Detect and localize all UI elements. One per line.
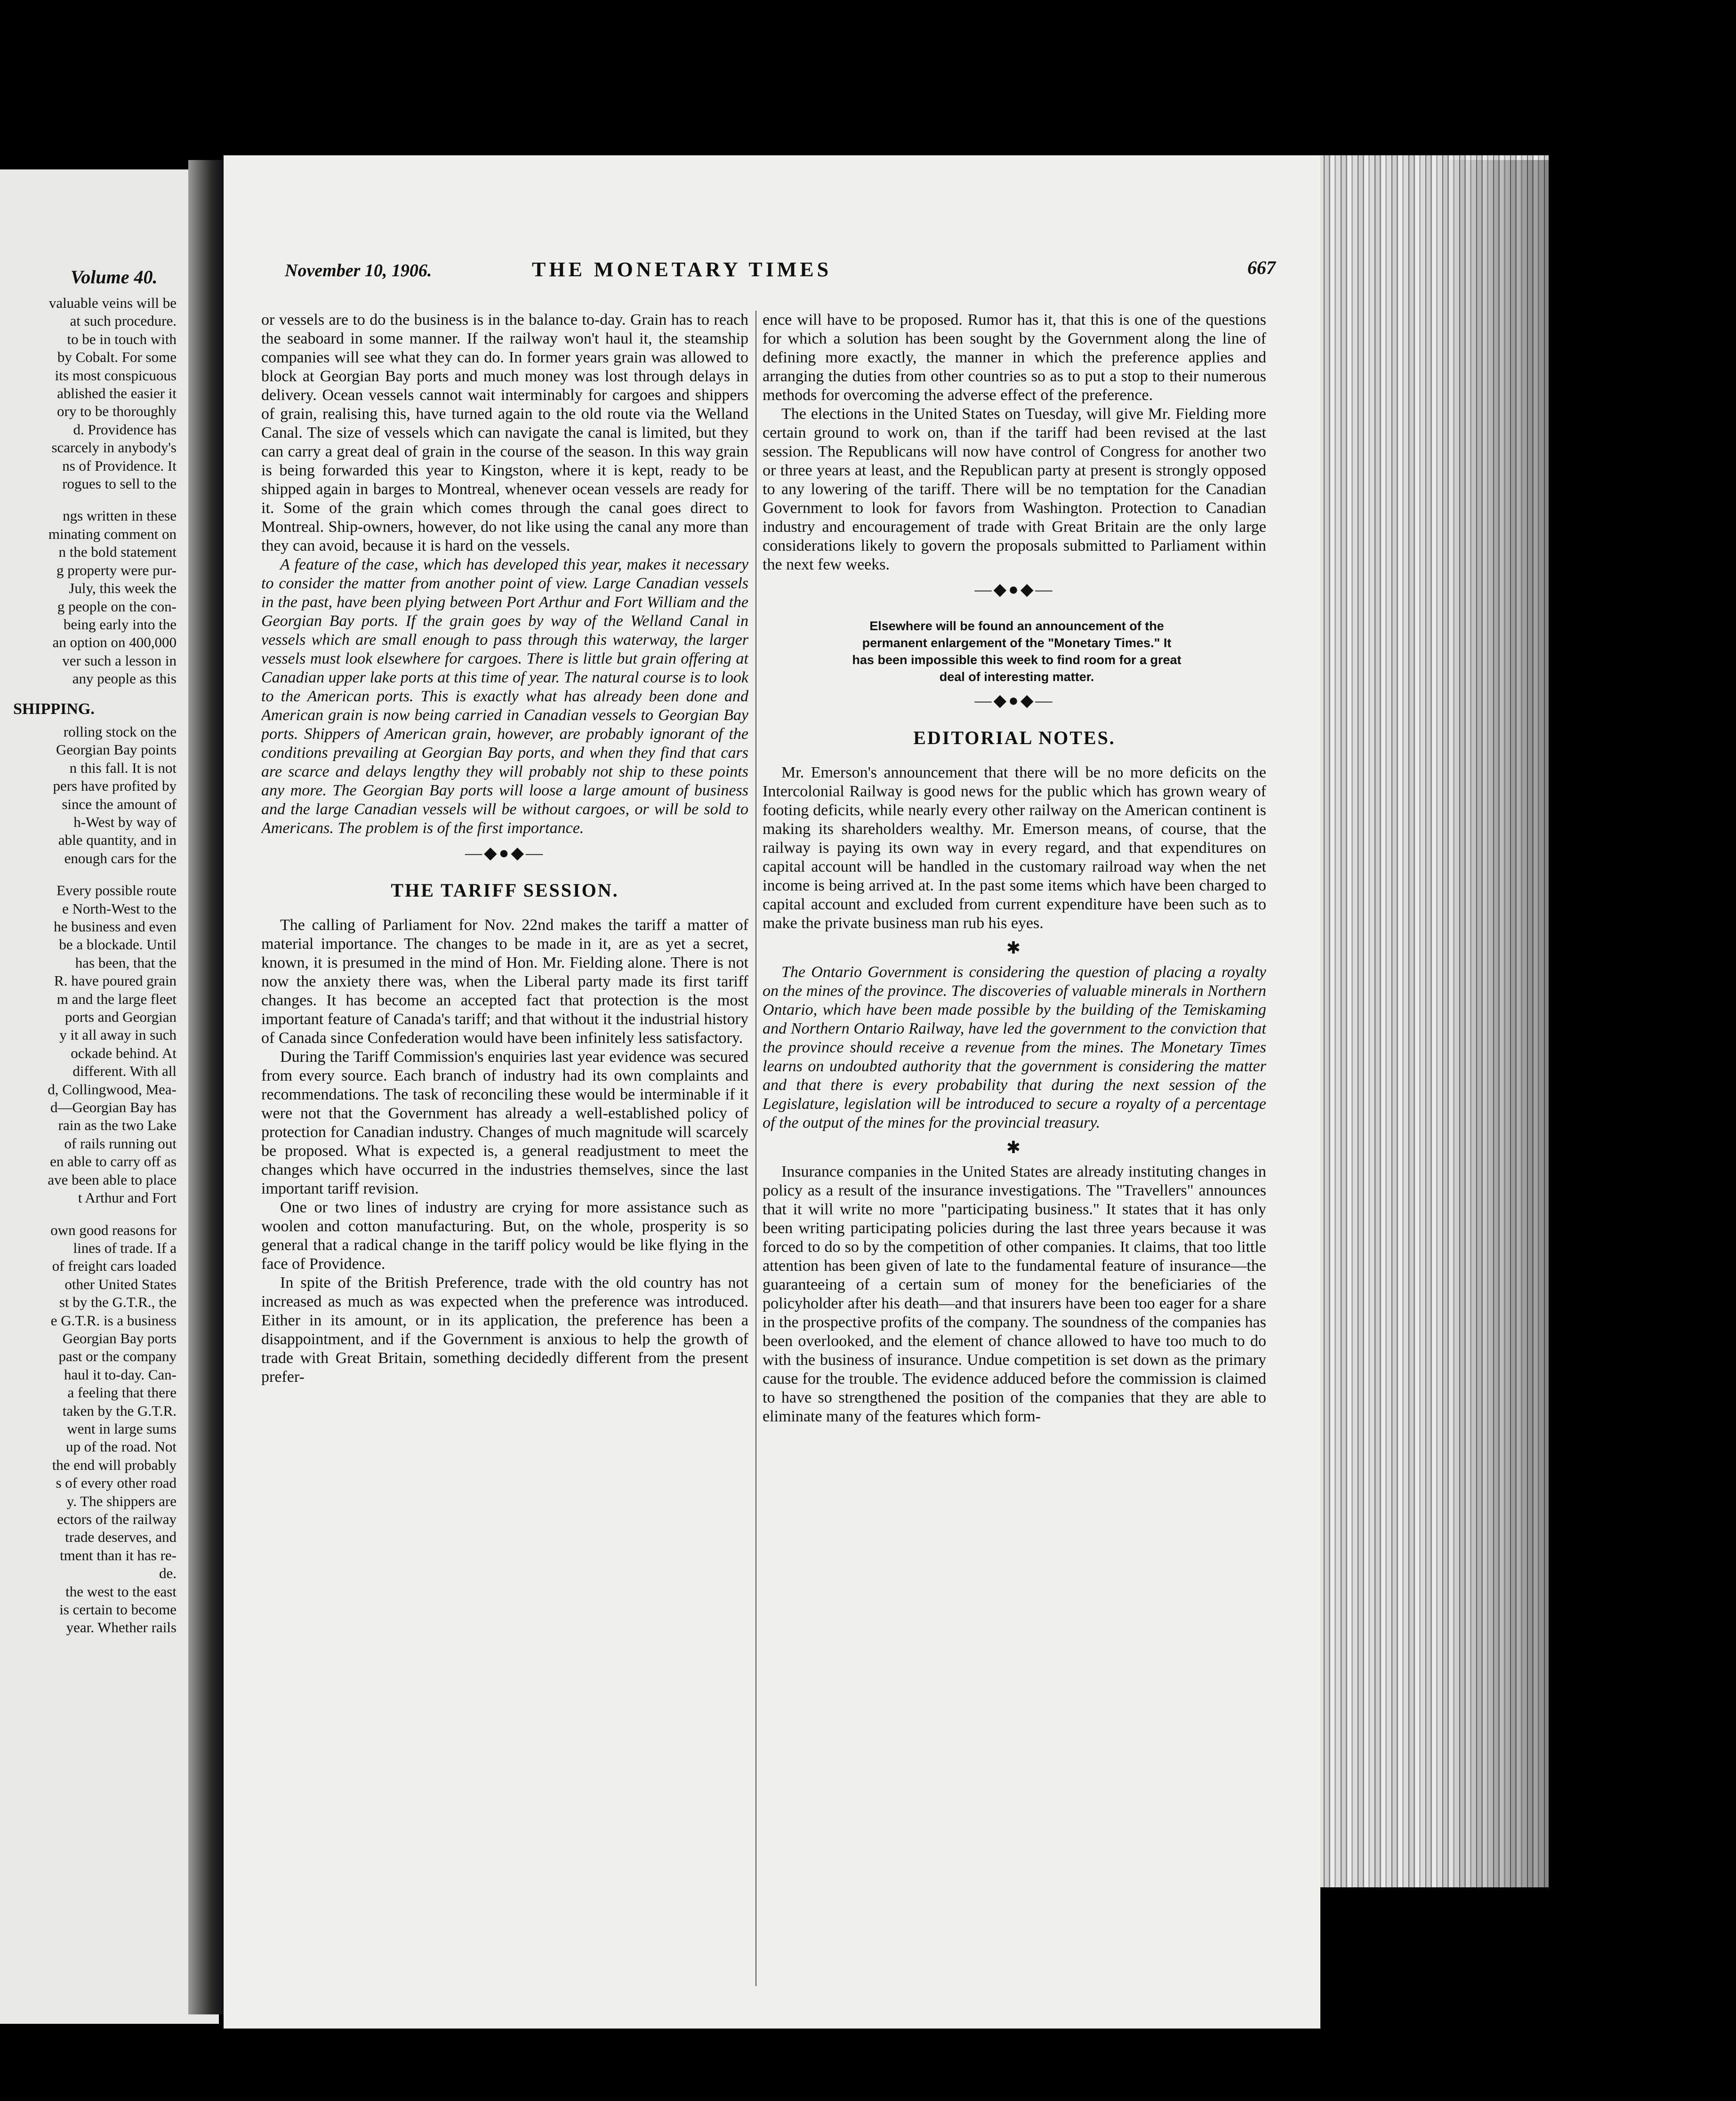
left-page-line: rogues to sell to the <box>62 475 177 492</box>
newspaper-page <box>224 155 1320 2029</box>
left-page-line: n the bold statement <box>58 544 177 561</box>
left-page-line: ory to be thoroughly <box>57 403 177 420</box>
notice-line: permanent enlargement of the "Monetary Times." It <box>862 636 1172 650</box>
paragraph-grain-shipping: or vessels are to do the business is in the balance to-day. Grain has to reach the seaboard in some manner. If the railway won't haul it, the steamship companies will see what they can do. In former years grain was allowed to block at Georgian Bay ports and much money was lost through delays in delivery. Ocean vessels cannot wait interminably for cargoes and shippers of grain, realising this, have turned again to the old route via the Welland Canal. The size of vessels which can navigate the canal is limited, but they can carry a great deal of grain in the course of the season. In this way grain is being forwarded this year to Kingston, where it is kept, ready to be shipped again in barges to Montreal, whenever ocean vessels are ready for it. Some of the grain which comes through the canal goes direct to Montreal. Ship-owners, however, do not like using the canal any more than they can avoid, because it is hard on the vessels. <box>261 311 748 554</box>
left-page-line: by Cobalt. For some <box>57 349 177 366</box>
left-page-line: to be in touch with <box>67 330 177 347</box>
column-left <box>261 311 748 1986</box>
left-page-line: any people as this <box>72 670 177 687</box>
left-page-line: h-West by way of <box>73 813 177 830</box>
left-page-line: tment than it has re- <box>60 1547 177 1564</box>
left-page-line: past or the company <box>58 1348 177 1365</box>
left-page-line: its most conspicuous <box>55 367 177 384</box>
page-header <box>285 257 1297 285</box>
enlargement-notice <box>777 617 1257 685</box>
paragraph-elections: The elections in the United States on Tuesday, will give Mr. Fielding more certain ground to work on, than if the tariff had been revised at the last session. The Republicans will now have control of Congress for another two or three years at least, and the Republican party at present is strongly opposed to any lowering of the tariff. There will be no temptation for the Canadian Government to look for favors from Washington. Protection to Canadian industry and encouragement of trade with Great Britain are the only large considerations likely to govern the proposals submitted to Parliament within the next few weeks. <box>763 405 1266 573</box>
paragraph-ontario-royalty: The Ontario Government is considering the question of placing a royalty on the mines of the province. The discoveries of valuable minerals in Northern Ontario, which have been made possible by the building of the Temiskaming and Northern Ontario Railway, have led the government to the conviction that the province should receive a revenue from the mines. The Monetary Times learns on undoubted authority that the government is considering the matter and that there is every probability that during the next session of the Legislature, legislation will be introduced to secure a royalty of a percentage of the output of the mines for the provincial treasury. <box>763 963 1266 1131</box>
left-page-line <box>0 867 177 882</box>
left-page-line: pers have profited by <box>53 778 177 794</box>
left-page-line: g people on the con- <box>57 598 177 615</box>
left-page-line: up of the road. Not <box>65 1438 177 1455</box>
section-ornament: —◆●◆— <box>974 691 1054 710</box>
left-page-line: ngs written in these <box>63 507 177 524</box>
left-page-line: s of every other road <box>56 1475 177 1492</box>
left-page <box>0 169 219 2024</box>
left-page-line: t Arthur and Fort <box>78 1189 177 1206</box>
left-page-line: rain as the two Lake <box>58 1117 177 1134</box>
section-ornament: —◆●◆— <box>465 843 545 862</box>
left-page-line: July, this week the <box>69 580 177 597</box>
left-page-line: the end will probably <box>52 1456 177 1473</box>
left-page-shipping-heading: SHIPPING. <box>13 700 95 718</box>
masthead-title: THE MONETARY TIMES <box>532 258 832 281</box>
left-page-line: different. With all <box>72 1063 177 1080</box>
left-page-line: able quantity, and in <box>58 832 177 849</box>
left-page-column <box>0 294 177 1989</box>
left-page-line: taken by the G.T.R. <box>62 1402 177 1419</box>
left-page-volume: Volume 40. <box>71 266 158 288</box>
left-page-line: e North-West to the <box>62 900 177 917</box>
paragraph-divider: ✱ <box>1006 1138 1023 1157</box>
left-page-line: ns of Providence. It <box>62 457 177 474</box>
paragraph-tariff-1: The calling of Parliament for Nov. 22nd makes the tariff a matter of material importance. The changes to be made in it, are as yet a secret, known, it is presumed in the mind of Hon. Mr. Fielding alone. There is not now the anxiety there was, when the Liberal party made its first tariff changes. It has become an accepted fact that protection is the most important feature of Canada's tariff; and that without it the industrial history of Canada since Confederation would have been infinitely less satisfactory. <box>261 916 748 1047</box>
left-page-line: en able to carry off as <box>50 1153 177 1170</box>
left-page-line: ectors of the railway <box>57 1511 177 1527</box>
paragraph-emerson: Mr. Emerson's announcement that there will be no more deficits on the Intercolonial Railway is good news for the public which has grown weary of footing deficits, while nearly every other railway on the American continent is making its shareholders wealthy. Mr. Emerson means, of course, that the railway is paying its own way in every regard, and that expenditures on capital account will be handled in the customary railroad way when the net income is being arrived at. In the past some items which have been charged to capital account and excluded from current expenditure have been such as to make the private business man rub his eyes. <box>763 764 1266 932</box>
heading-tariff-session: THE TARIFF SESSION. <box>391 880 619 901</box>
page-stack-shadow <box>1436 160 1549 1892</box>
left-page-line: scarcely in anybody's <box>51 439 177 456</box>
left-page-line: other United States <box>64 1275 177 1292</box>
left-page-line: R. have poured grain <box>54 972 177 989</box>
left-page-line: lines of trade. If a <box>73 1239 177 1256</box>
notice-line: Elsewhere will be found an announcement of the <box>869 619 1164 633</box>
left-page-line <box>0 493 177 507</box>
left-page-line: m and the large fleet <box>56 990 177 1007</box>
left-page-line <box>0 1207 177 1221</box>
left-page-line: de. <box>159 1565 177 1582</box>
page-number: 667 <box>1247 257 1276 278</box>
paragraph-tariff-4: In spite of the British Preference, trade with the old country has not increased as much as was expected when the preference was introduced. Either in its amount, or in its application, the preference has been a disappointment, and if the Government is anxious to help the growth of trade with Great Britain, something decidedly different from the present prefer- <box>261 1274 748 1386</box>
left-page-line: enough cars for the <box>64 850 177 866</box>
left-page-line: y it all away in such <box>59 1026 177 1043</box>
left-page-line: a feeling that there <box>67 1384 177 1401</box>
left-page-line: d—Georgian Bay has <box>50 1099 177 1116</box>
section-ornament: —◆●◆— <box>974 580 1054 599</box>
left-page-line: be a blockade. Until <box>59 936 177 953</box>
left-page-line: own good reasons for <box>50 1221 177 1238</box>
left-page-line: n this fall. It is not <box>69 759 177 776</box>
notice-line: deal of interesting matter. <box>939 670 1094 684</box>
left-page-line: of freight cars loaded <box>52 1258 177 1275</box>
left-page-line: being early into the <box>63 616 177 633</box>
column-rule <box>755 311 756 1986</box>
left-page-line: d. Providence has <box>73 421 177 438</box>
paragraph-tariff-2: During the Tariff Commission's enquiries last year evidence was secured from every source. Each branch of industry had its own complaints and recommendations. The task of reconciling these would be interminable if it were not that the Government has already a well-established policy of protection for Canadian industry. Changes of much magnitude will scarcely be proposed. What is expected is, a general readjustment to meet the changes which have occurred in the industries themselves, since the last important tariff revision. <box>261 1048 748 1197</box>
left-page-line: has been, that the <box>75 954 177 971</box>
left-page-line: ver such a lesson in <box>62 652 177 669</box>
left-page-line: at such procedure. <box>70 313 177 329</box>
left-page-line: of rails running out <box>64 1135 177 1152</box>
paragraph-divider: ✱ <box>1006 938 1023 957</box>
left-page-line: ockade behind. At <box>71 1044 177 1061</box>
left-page-line: Georgian Bay ports <box>62 1330 177 1347</box>
left-page-line: e G.T.R. is a business <box>50 1312 177 1329</box>
left-page-line: trade deserves, and <box>65 1529 177 1546</box>
notice-line: has been impossible this week to find room for a great <box>852 653 1181 667</box>
left-page-line: haul it to-day. Can- <box>64 1366 177 1383</box>
left-page-line: ablished the easier it <box>57 385 177 402</box>
heading-editorial-notes: EDITORIAL NOTES. <box>913 727 1116 748</box>
left-page-line: year. Whether rails <box>66 1619 177 1636</box>
left-page-line: Georgian Bay points <box>56 741 177 758</box>
left-page-line: is certain to become <box>59 1601 177 1618</box>
paragraph-vessels-feature: A feature of the case, which has developed this year, makes it necessary to consider the matter from another point of view. Large Canadian vessels in the past, have been plying between Port Arthur and Fort William and the Georgian Bay ports. If the grain goes by way of the Welland Canal in vessels which are small enough to pass through this waterway, the larger vessels must look elsewhere for cargoes. There is little but grain offering at Canadian upper lake ports at this time of year. The natural course is to look to the American ports. This is exactly what has already been done and American grain is now being carried in Canadian vessels to Georgian Bay ports. Shippers of American grain, however, are probably ignorant of the conditions prevailing at Georgian Bay ports, and when they find that cars are scarce and delays lengthy they will probably not ship to these points any more. The Georgian Bay ports will loose a large amount of business and the large Canadian vessels will be without cargoes, or will be sold to Americans. The problem is of the first importance. <box>261 556 748 837</box>
left-page-line: ports and Georgian <box>64 1009 177 1026</box>
left-page-line: since the amount of <box>62 795 177 812</box>
left-page-line: d, Collingwood, Mea- <box>48 1081 177 1098</box>
column-right <box>763 311 1266 1986</box>
paragraph-preference: ence will have to be proposed. Rumor has it, that this is one of the questions for which a solution has been sought by the Government along the line of defining more exactly, the manner in which the preference applies and arranging the duties from other countries so as to put a stop to their numerous methods for overcoming the adverse effect of the preference. <box>763 311 1266 404</box>
header-date: November 10, 1906. <box>285 261 432 281</box>
paragraph-insurance: Insurance companies in the United States are already instituting changes in policy as a result of the insurance investigations. The "Travellers" announces that it will write no more "participating business." It states that it has only been writing participating policies during the last three years because it was forced to do so by the competition of other companies. It claims, that too little attention has been given of late to the fundamental feature of insurance—the guaranteeing of a certain sum of money for the beneficiaries of the policyholder after his death—and that insurers have been too eager for a share in the prospective profits of the company. The soundness of the companies has been overlooked, and the element of chance allowed to have too much to do with the business of insurance. Undue competition is set down as the primary cause for the trouble. The evidence adduced before the commission is claimed to have so strengthened the position of the companies that they are able to eliminate many of the features which form- <box>763 1163 1266 1425</box>
left-page-line: went in large sums <box>67 1420 177 1437</box>
left-page-line: st by the G.T.R., the <box>59 1294 177 1311</box>
left-page-line: rolling stock on the <box>63 723 177 740</box>
left-page-line: the west to the east <box>65 1583 177 1600</box>
paragraph-tariff-3: One or two lines of industry are crying for more assistance such as woolen and cotton manufacturing. But, on the whole, prosperity is so general that a radical change in the tariff policy would be like flying in the face of Providence. <box>261 1199 748 1273</box>
left-page-line: valuable veins will be <box>48 295 177 311</box>
left-page-line: Every possible route <box>56 882 177 899</box>
left-page-line: g property were pur- <box>56 561 177 578</box>
left-page-line: minating comment on <box>48 525 177 542</box>
left-page-line: he business and even <box>54 918 177 935</box>
left-page-line: ave been able to place <box>48 1171 177 1188</box>
left-page-line: y. The shippers are <box>66 1492 177 1509</box>
left-page-line: an option on 400,000 <box>52 634 177 651</box>
